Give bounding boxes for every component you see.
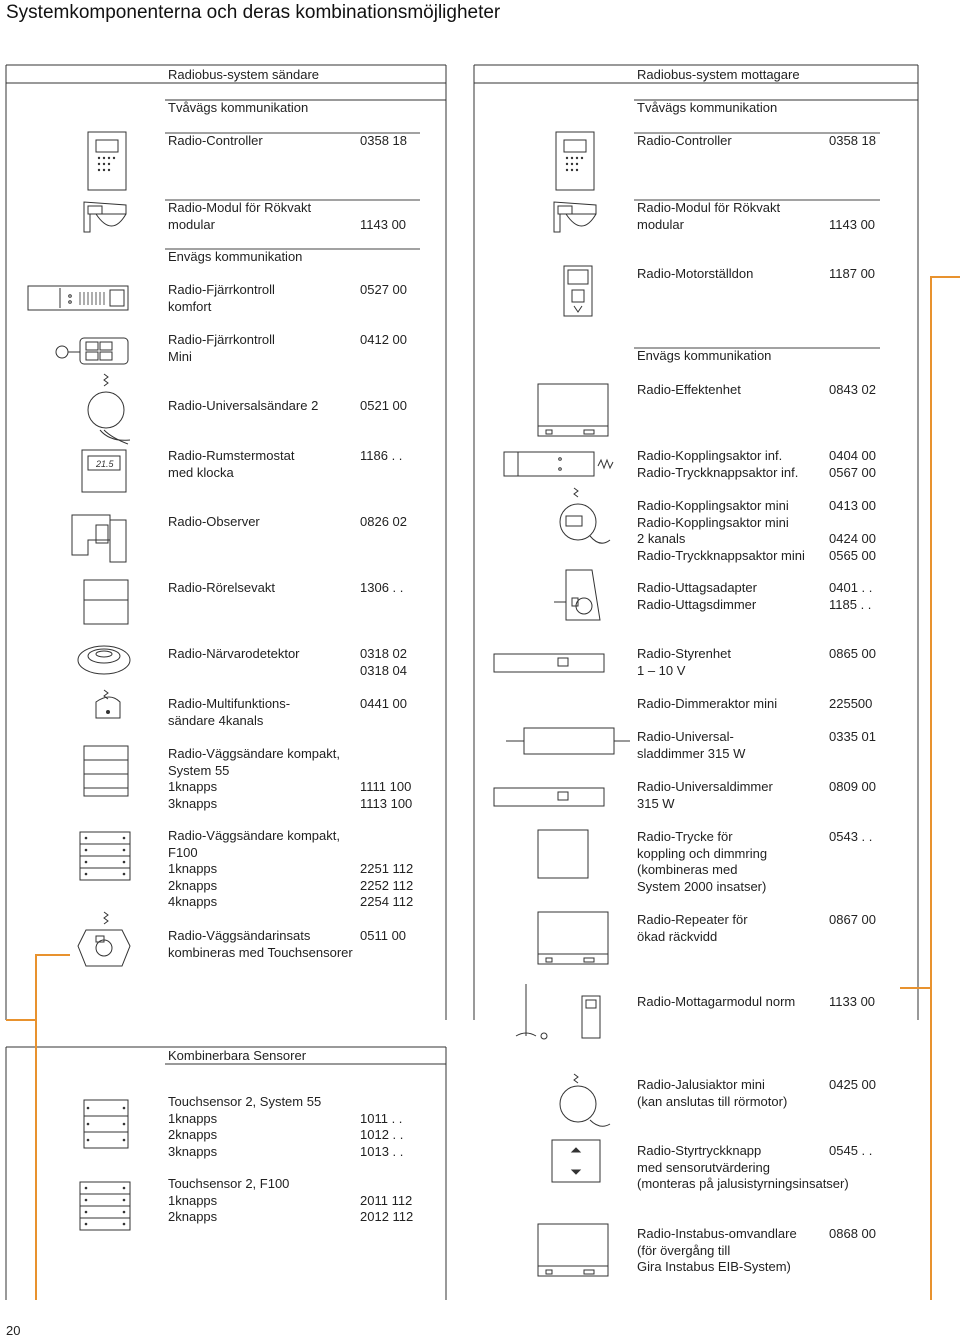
wall-transmitter-s55-icon [84, 746, 128, 796]
wall-transmitter-f100-icon [80, 832, 130, 880]
item-number: 0441 00 [360, 696, 407, 711]
item-number: 0358 18 [829, 133, 876, 148]
sensor-number: 1011 . . 1012 . . 1013 . . [360, 1110, 404, 1159]
item-name: Radio-Repeater för ökad räckvidd [637, 912, 748, 944]
item-number: 0865 00 [829, 646, 876, 661]
item-number: 0867 00 [829, 912, 876, 927]
item-name: Radio-Controller [637, 133, 732, 148]
item-name: Radio-Modul för Rökvakt modular [168, 200, 312, 232]
thermostat-icon [82, 450, 126, 492]
item-name: Radio-Trycke för koppling och dimmring (kombineras med System 2000 insatser) [637, 829, 768, 894]
left-oneway-heading: Envägs kommunikation [168, 249, 303, 264]
blind-actuator-icon [560, 1074, 610, 1126]
table-frame-sensors [6, 1047, 446, 1300]
multifunction-transmitter-icon [96, 690, 120, 718]
sensor-name: Touchsensor 2, System 55 1knapps 2knapps 3knapps [168, 1094, 322, 1159]
item-name: Radio-Dimmeraktor mini [637, 696, 778, 711]
item-number: 0527 00 [360, 282, 407, 297]
item-name: Radio-Rörelsevakt [168, 580, 275, 595]
item-name: Radio-Uttagsadapter Radio-Uttagsdimmer [637, 580, 757, 612]
item-name: Radio-Närvarodetektor [168, 646, 300, 661]
instabus-converter-icon [538, 1224, 608, 1276]
item-number: 225500 [829, 696, 873, 711]
dimming-push-icon [538, 830, 588, 878]
item-number: 2251 112 2252 112 2254 112 [360, 861, 414, 909]
item-number: 0404 00 0567 00 [829, 448, 876, 480]
presence-detector-icon [78, 646, 130, 674]
wall-insert-icon [78, 912, 130, 966]
item-number: 1306 . . [360, 580, 404, 595]
repeater-icon [538, 912, 608, 964]
item-name: Radio-Kopplingsaktor inf. Radio-Tryckknappsaktor inf. [637, 448, 799, 480]
item-number: 0401 . . 1185 . . [829, 580, 873, 612]
item-name: Radio-Universalsändare 2 [168, 398, 319, 413]
item-number: 0809 00 [829, 779, 876, 794]
item-number: 0413 00 0424 00 0565 00 [829, 498, 876, 563]
control-push-icon [552, 1140, 600, 1182]
page-number: 20 [6, 1323, 21, 1338]
item-number: 0425 00 [829, 1077, 876, 1092]
universal-cord-dimmer-icon [506, 728, 630, 754]
touchsensor-s55-icon [84, 1100, 128, 1148]
item-name: Radio-Observer [168, 514, 260, 529]
item-number: 0868 00 [829, 1226, 876, 1241]
item-number: 1143 00 [829, 216, 876, 232]
item-name: Radio-Väggsändarinsats kombineras med Touchsensorer [168, 928, 353, 960]
item-name: Radio-Instabus-omvandlare (för övergång till Gira Instabus EIB-System) [637, 1226, 797, 1274]
socket-adapter-icon [554, 570, 600, 620]
item-number: 0511 00 [360, 928, 407, 943]
item-name: Radio-Fjärrkontroll Mini [168, 332, 275, 364]
item-name: Radio-Fjärrkontroll komfort [168, 282, 275, 314]
universal-transmitter-icon [88, 374, 130, 444]
item-name: Radio-Effektenhet [637, 382, 741, 397]
item-name: Radio-Universaldimmer 315 W [637, 779, 773, 811]
radio-controller-icon [88, 132, 126, 190]
item-name: Radio-Styrenhet 1 – 10 V [637, 646, 731, 678]
item-number: 0335 01 [829, 729, 876, 744]
item-name: Radio-Väggsändare kompakt, System 55 1knapps 3knapps [168, 746, 340, 811]
receiver-module-icon [516, 984, 600, 1039]
remote-comfort-icon [28, 286, 128, 310]
smoke-module-receiver-icon [554, 202, 596, 232]
item-name: Radio-Multifunktions- sändare 4kanals [168, 696, 291, 728]
item-number: 0412 00 [360, 332, 407, 347]
left-column-header: Radiobus-system sändare [168, 67, 320, 82]
item-number: 1111 100 1113 100 [360, 779, 413, 811]
sensor-name: Touchsensor 2, F100 1knapps 2knapps [168, 1176, 290, 1224]
item-name: Radio-Motorställdon [637, 266, 754, 281]
right-column-header: Radiobus-system mottagare [637, 67, 800, 82]
item-number: 0826 02 [360, 514, 407, 529]
item-name: Radio-Väggsändare kompakt, F100 1knapps 2knapps 4knapps [168, 828, 340, 909]
item-name: Radio-Controller [168, 133, 263, 148]
item-name: Radio-Rumstermostat med klocka [168, 448, 295, 480]
svg-text:21.5: 21.5 [96, 459, 114, 469]
sensors-header: Kombinerbara Sensorer [168, 1048, 307, 1063]
item-name: Radio-Styrtryckknapp med sensorutvärdering (monteras på jalusistyrningsinsatser) [637, 1143, 849, 1191]
smoke-module-icon [84, 202, 126, 232]
switch-actuator-mini-icon [560, 488, 610, 543]
item-name: Radio-Mottagarmodul norm [637, 994, 796, 1009]
item-name: Radio-Jalusiaktor mini (kan anslutas till rörmotor) [637, 1077, 788, 1109]
radio-controller-receiver-icon [556, 132, 594, 190]
item-number: 0843 02 [829, 382, 876, 397]
observer-icon [72, 515, 126, 562]
item-number: 1133 00 [829, 994, 876, 1009]
item-number: 0543 . . [829, 829, 873, 844]
right-twoway-heading: Tvåvägs kommunikation [637, 100, 778, 115]
item-number: 1143 00 [360, 216, 407, 232]
item-number: 1187 00 [829, 266, 876, 281]
motor-actuator-icon [564, 266, 592, 316]
left-twoway-heading: Tvåvägs kommunikation [168, 100, 309, 115]
motion-detector-icon [84, 580, 128, 624]
row-separators [165, 133, 880, 348]
touchsensor-f100-icon [80, 1182, 130, 1230]
control-unit-icon [494, 654, 604, 672]
universal-dimmer-icon [494, 788, 604, 806]
item-name: Radio-Kopplingsaktor mini Radio-Kopplingsaktor mini 2 kanals Radio-Tryckknappsaktor mini [637, 498, 805, 563]
switch-actuator-inf-icon [504, 452, 613, 476]
item-number: 0358 18 [360, 133, 407, 148]
item-name: Radio-Modul för Rökvakt modular [637, 200, 781, 232]
power-unit-icon [538, 384, 608, 436]
item-name: Radio-Universal- sladdimmer 315 W [637, 729, 746, 761]
sensor-number: 2011 112 2012 112 [360, 1192, 414, 1224]
item-number: 0318 02 0318 04 [360, 646, 407, 678]
page-title: Systemkomponenterna och deras kombinationsmöjligheter [6, 2, 501, 23]
remote-mini-icon [56, 338, 128, 364]
item-number: 1186 . . [360, 448, 403, 463]
right-oneway-heading: Envägs kommunikation [637, 348, 772, 363]
item-number: 0545 . . [829, 1143, 873, 1158]
item-number: 0521 00 [360, 398, 407, 413]
